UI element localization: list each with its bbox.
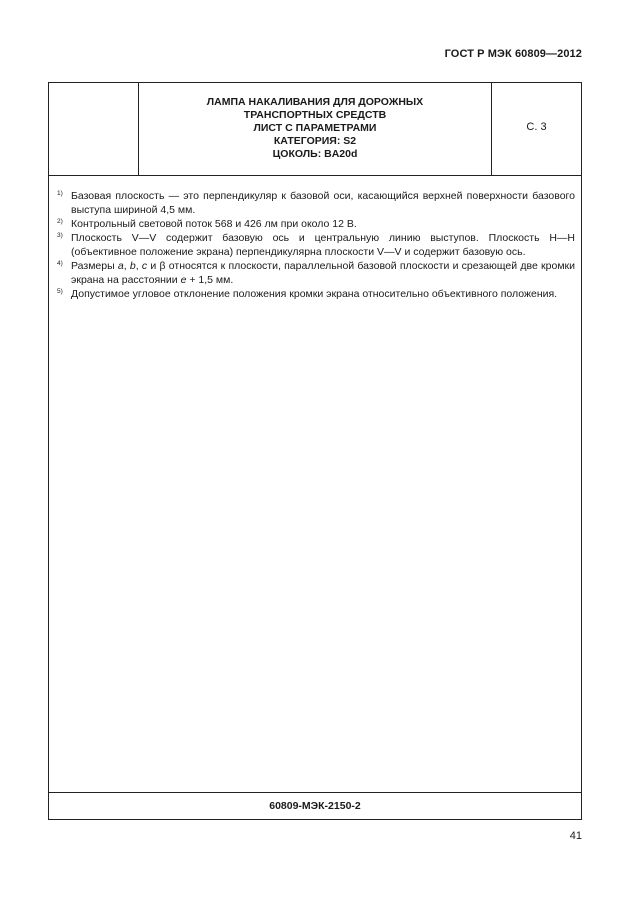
footnote-mark: 4) — [57, 260, 63, 267]
footnote-5 — [57, 287, 575, 301]
footnote-mark: 5) — [57, 288, 63, 295]
footnote-4 — [57, 259, 575, 287]
title-line-2: ТРАНСПОРТНЫХ СРЕДСТВ — [243, 109, 387, 121]
title-line-3: ЛИСТ С ПАРАМЕТРАМИ — [253, 122, 377, 134]
title-block-title — [139, 83, 492, 175]
dimension-e: e — [180, 274, 187, 286]
footnote-mark: 2) — [57, 218, 63, 225]
footnote-text-mid: и β относятся к плоскости, параллельной базовой плоскости и срезающей две кромки экрана на расстоянии — [71, 260, 575, 286]
footnote-2 — [57, 217, 575, 231]
footnote-1 — [57, 189, 575, 217]
page-number: 41 — [569, 830, 582, 842]
sheet-code: 60809-МЭК-2150-2 — [49, 792, 581, 819]
separator: , — [135, 260, 142, 272]
sheet-frame — [48, 82, 582, 820]
title-block-left-cell — [49, 83, 139, 175]
footnote-text: Допустимое угловое отклонение положения кромки экрана относительно объективного положения. — [71, 288, 558, 300]
footnote-text: Плоскость V—V содержит базовую ось и центральную линию выступов. Плоскость H—H (объективное положение экрана) перпендикулярна плоскости V—V и содержит базовую ось. — [71, 232, 575, 258]
dimension-c: c — [141, 260, 148, 272]
footnote-text: Контрольный световой поток 568 и 426 лм при около 12 В. — [71, 218, 357, 230]
sheet-number: С. 3 — [526, 121, 547, 133]
dimension-b: b — [129, 260, 136, 272]
title-line-4: КАТЕГОРИЯ: S2 — [273, 135, 357, 147]
footnote-text-post: + 1,5 мм. — [186, 274, 234, 286]
footnote-mark: 3) — [57, 232, 63, 239]
dimension-a: a — [117, 260, 124, 272]
footnote-text-pre: Размеры — [71, 260, 118, 272]
separator: , — [123, 260, 130, 272]
title-block — [49, 83, 581, 176]
footnote-text: Базовая плоскость — это перпендикуляр к базовой оси, касающийся верхней поверхности базового выступа шириной 4,5 мм. — [71, 190, 575, 216]
standard-designation: ГОСТ Р МЭК 60809—2012 — [444, 48, 582, 60]
footnote-mark: 1) — [57, 190, 63, 197]
footnote-3 — [57, 231, 575, 259]
title-line-5: ЦОКОЛЬ: BA20d — [272, 148, 358, 160]
title-line-1: ЛАМПА НАКАЛИВАНИЯ ДЛЯ ДОРОЖНЫХ — [206, 96, 424, 108]
footnotes — [57, 189, 575, 301]
